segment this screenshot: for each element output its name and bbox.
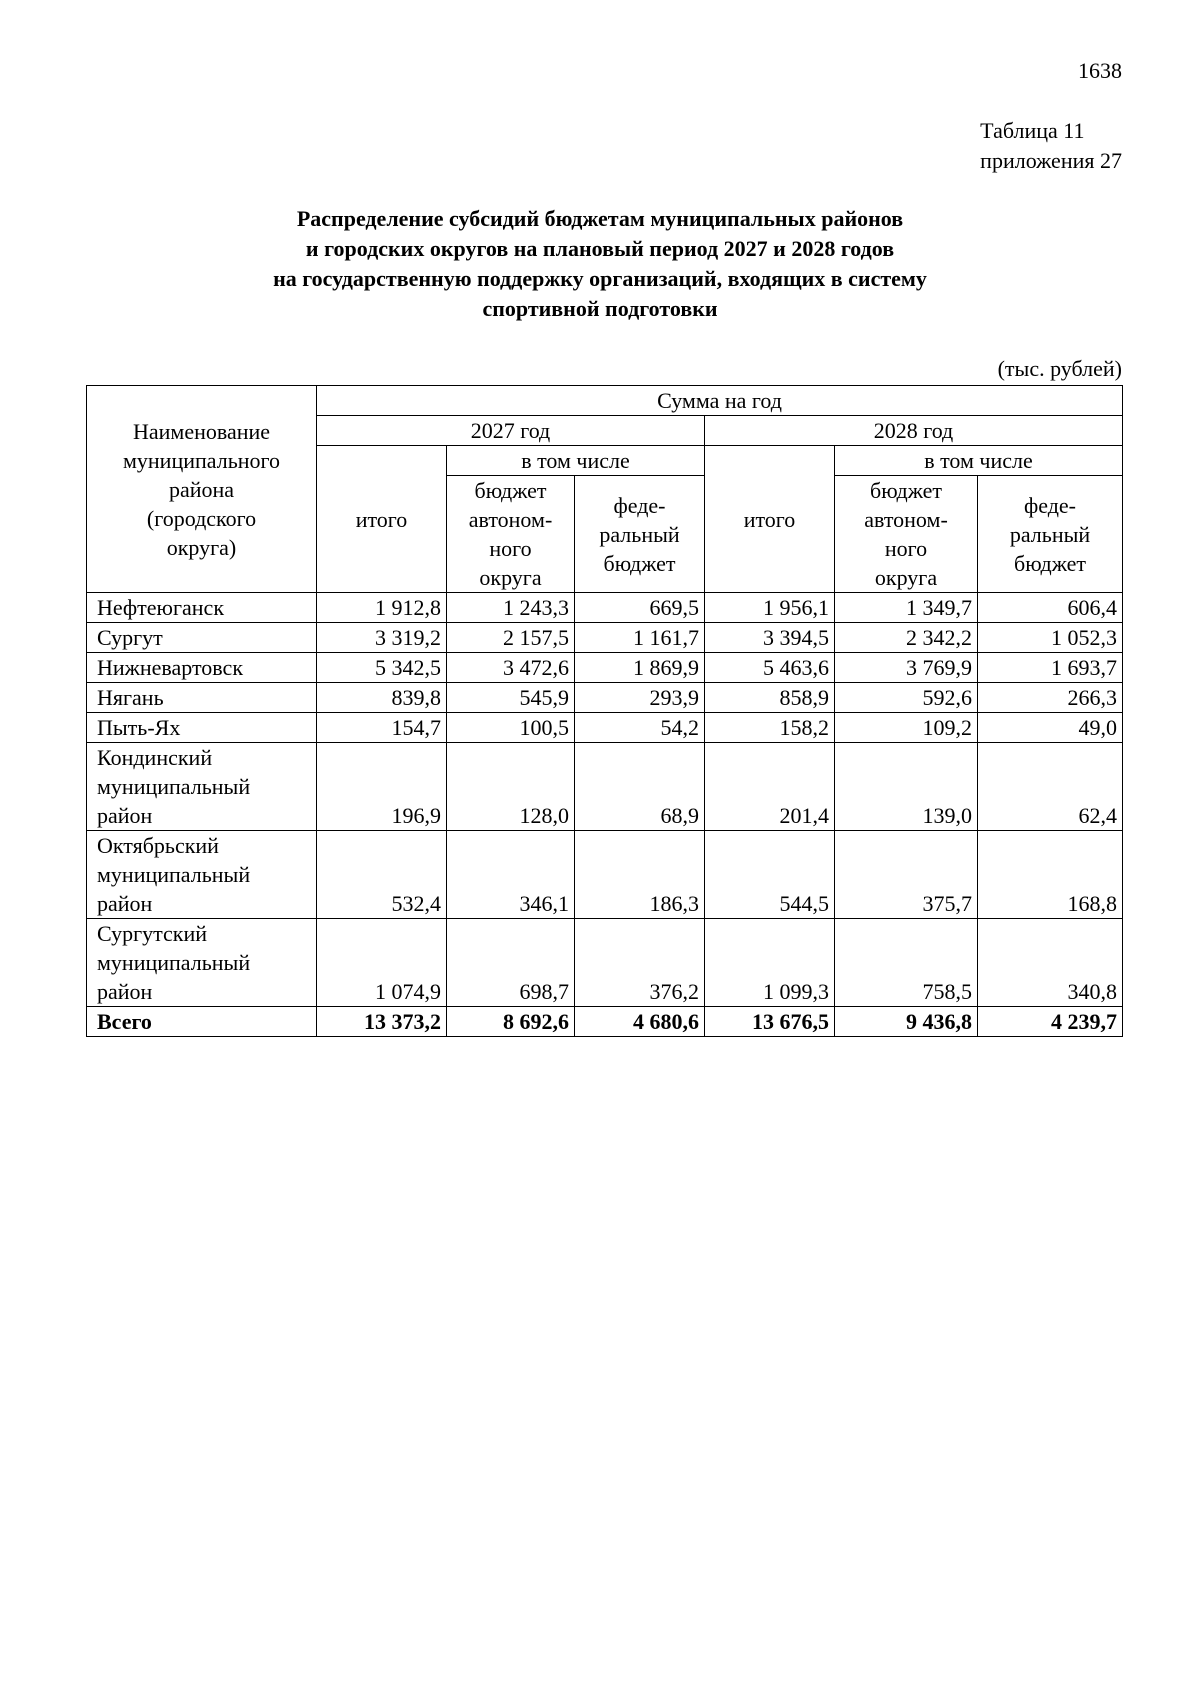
cell-value: 698,7 bbox=[447, 919, 575, 1007]
page-number: 1638 bbox=[1078, 58, 1122, 83]
header-okrug-budget-2028: бюджет автоном- ного округа bbox=[835, 476, 978, 593]
table-row bbox=[87, 593, 1123, 623]
cell-value: 1 869,9 bbox=[575, 653, 705, 683]
cell-value: 1 912,8 bbox=[317, 593, 447, 623]
cell-value: 839,8 bbox=[317, 683, 447, 713]
cell-value: 606,4 bbox=[978, 593, 1123, 623]
total-row bbox=[87, 1007, 1123, 1037]
total-value: 9 436,8 bbox=[835, 1007, 978, 1037]
total-value: 4 680,6 bbox=[575, 1007, 705, 1037]
cell-value: 109,2 bbox=[835, 713, 978, 743]
total-value: 4 239,7 bbox=[978, 1007, 1123, 1037]
total-value: 13 373,2 bbox=[317, 1007, 447, 1037]
cell-value: 158,2 bbox=[705, 713, 835, 743]
cell-value: 669,5 bbox=[575, 593, 705, 623]
table-row bbox=[87, 653, 1123, 683]
title-line: Распределение субсидий бюджетам муниципальных районов bbox=[296, 206, 904, 231]
header-total-2027: итого bbox=[317, 446, 447, 593]
row-name: Октябрьский муниципальный район bbox=[87, 831, 317, 919]
cell-value: 62,4 bbox=[978, 743, 1123, 831]
cell-value: 2 157,5 bbox=[447, 623, 575, 653]
cell-value: 346,1 bbox=[447, 831, 575, 919]
document-title bbox=[0, 204, 1200, 324]
cell-value: 3 394,5 bbox=[705, 623, 835, 653]
cell-value: 3 769,9 bbox=[835, 653, 978, 683]
cell-value: 532,4 bbox=[317, 831, 447, 919]
header-name-column: Наименование муниципального района (городского округа) bbox=[87, 386, 317, 593]
cell-value: 592,6 bbox=[835, 683, 978, 713]
cell-value: 1 074,9 bbox=[317, 919, 447, 1007]
cell-value: 545,9 bbox=[447, 683, 575, 713]
row-name: Пыть-Ях bbox=[87, 713, 317, 743]
caption-line: Таблица 11 bbox=[980, 118, 1085, 143]
cell-value: 1 693,7 bbox=[978, 653, 1123, 683]
cell-value: 5 463,6 bbox=[705, 653, 835, 683]
cell-value: 154,7 bbox=[317, 713, 447, 743]
header-year-2028: 2028 год bbox=[705, 416, 1123, 446]
cell-value: 186,3 bbox=[575, 831, 705, 919]
row-name: Нижневартовск bbox=[87, 653, 317, 683]
row-name: Кондинский муниципальный район bbox=[87, 743, 317, 831]
cell-value: 1 052,3 bbox=[978, 623, 1123, 653]
cell-value: 858,9 bbox=[705, 683, 835, 713]
total-label: Всего bbox=[87, 1007, 317, 1037]
cell-value: 139,0 bbox=[835, 743, 978, 831]
cell-value: 196,9 bbox=[317, 743, 447, 831]
header-year-2027: 2027 год bbox=[317, 416, 705, 446]
cell-value: 100,5 bbox=[447, 713, 575, 743]
row-name: Сургутский муниципальный район bbox=[87, 919, 317, 1007]
cell-value: 266,3 bbox=[978, 683, 1123, 713]
cell-value: 544,5 bbox=[705, 831, 835, 919]
cell-value: 1 161,7 bbox=[575, 623, 705, 653]
caption-line: приложения 27 bbox=[980, 148, 1122, 173]
cell-value: 340,8 bbox=[978, 919, 1123, 1007]
cell-value: 3 319,2 bbox=[317, 623, 447, 653]
cell-value: 293,9 bbox=[575, 683, 705, 713]
row-name: Нефтеюганск bbox=[87, 593, 317, 623]
cell-value: 128,0 bbox=[447, 743, 575, 831]
cell-value: 5 342,5 bbox=[317, 653, 447, 683]
header-including-2028: в том числе bbox=[835, 446, 1123, 476]
units-label: (тыс. рублей) bbox=[997, 356, 1122, 381]
table-row bbox=[87, 623, 1123, 653]
cell-value: 68,9 bbox=[575, 743, 705, 831]
cell-value: 376,2 bbox=[575, 919, 705, 1007]
title-line: и городских округов на плановый период 2027 и 2028 годов bbox=[305, 236, 895, 261]
table-row bbox=[87, 713, 1123, 743]
title-line: спортивной подготовки bbox=[482, 296, 718, 321]
table-caption bbox=[980, 116, 1122, 176]
cell-value: 201,4 bbox=[705, 743, 835, 831]
table-row bbox=[87, 919, 1123, 1007]
row-name: Нягань bbox=[87, 683, 317, 713]
cell-value: 758,5 bbox=[835, 919, 978, 1007]
header-including-2027: в том числе bbox=[447, 446, 705, 476]
table-row bbox=[87, 683, 1123, 713]
cell-value: 375,7 bbox=[835, 831, 978, 919]
total-value: 8 692,6 bbox=[447, 1007, 575, 1037]
cell-value: 54,2 bbox=[575, 713, 705, 743]
cell-value: 2 342,2 bbox=[835, 623, 978, 653]
cell-value: 1 099,3 bbox=[705, 919, 835, 1007]
header-sum: Сумма на год bbox=[317, 386, 1123, 416]
cell-value: 1 349,7 bbox=[835, 593, 978, 623]
cell-value: 1 956,1 bbox=[705, 593, 835, 623]
header-total-2028: итого bbox=[705, 446, 835, 593]
cell-value: 1 243,3 bbox=[447, 593, 575, 623]
table-row bbox=[87, 743, 1123, 831]
total-value: 13 676,5 bbox=[705, 1007, 835, 1037]
cell-value: 168,8 bbox=[978, 831, 1123, 919]
cell-value: 3 472,6 bbox=[447, 653, 575, 683]
subsidy-table bbox=[86, 385, 1123, 1037]
header-okrug-budget-2027: бюджет автоном- ного округа bbox=[447, 476, 575, 593]
cell-value: 49,0 bbox=[978, 713, 1123, 743]
header-federal-budget-2028: феде- ральный бюджет bbox=[978, 476, 1123, 593]
row-name: Сургут bbox=[87, 623, 317, 653]
table-row bbox=[87, 831, 1123, 919]
header-federal-budget-2027: феде- ральный бюджет bbox=[575, 476, 705, 593]
title-line: на государственную поддержку организаций, входящих в систему bbox=[273, 266, 927, 291]
